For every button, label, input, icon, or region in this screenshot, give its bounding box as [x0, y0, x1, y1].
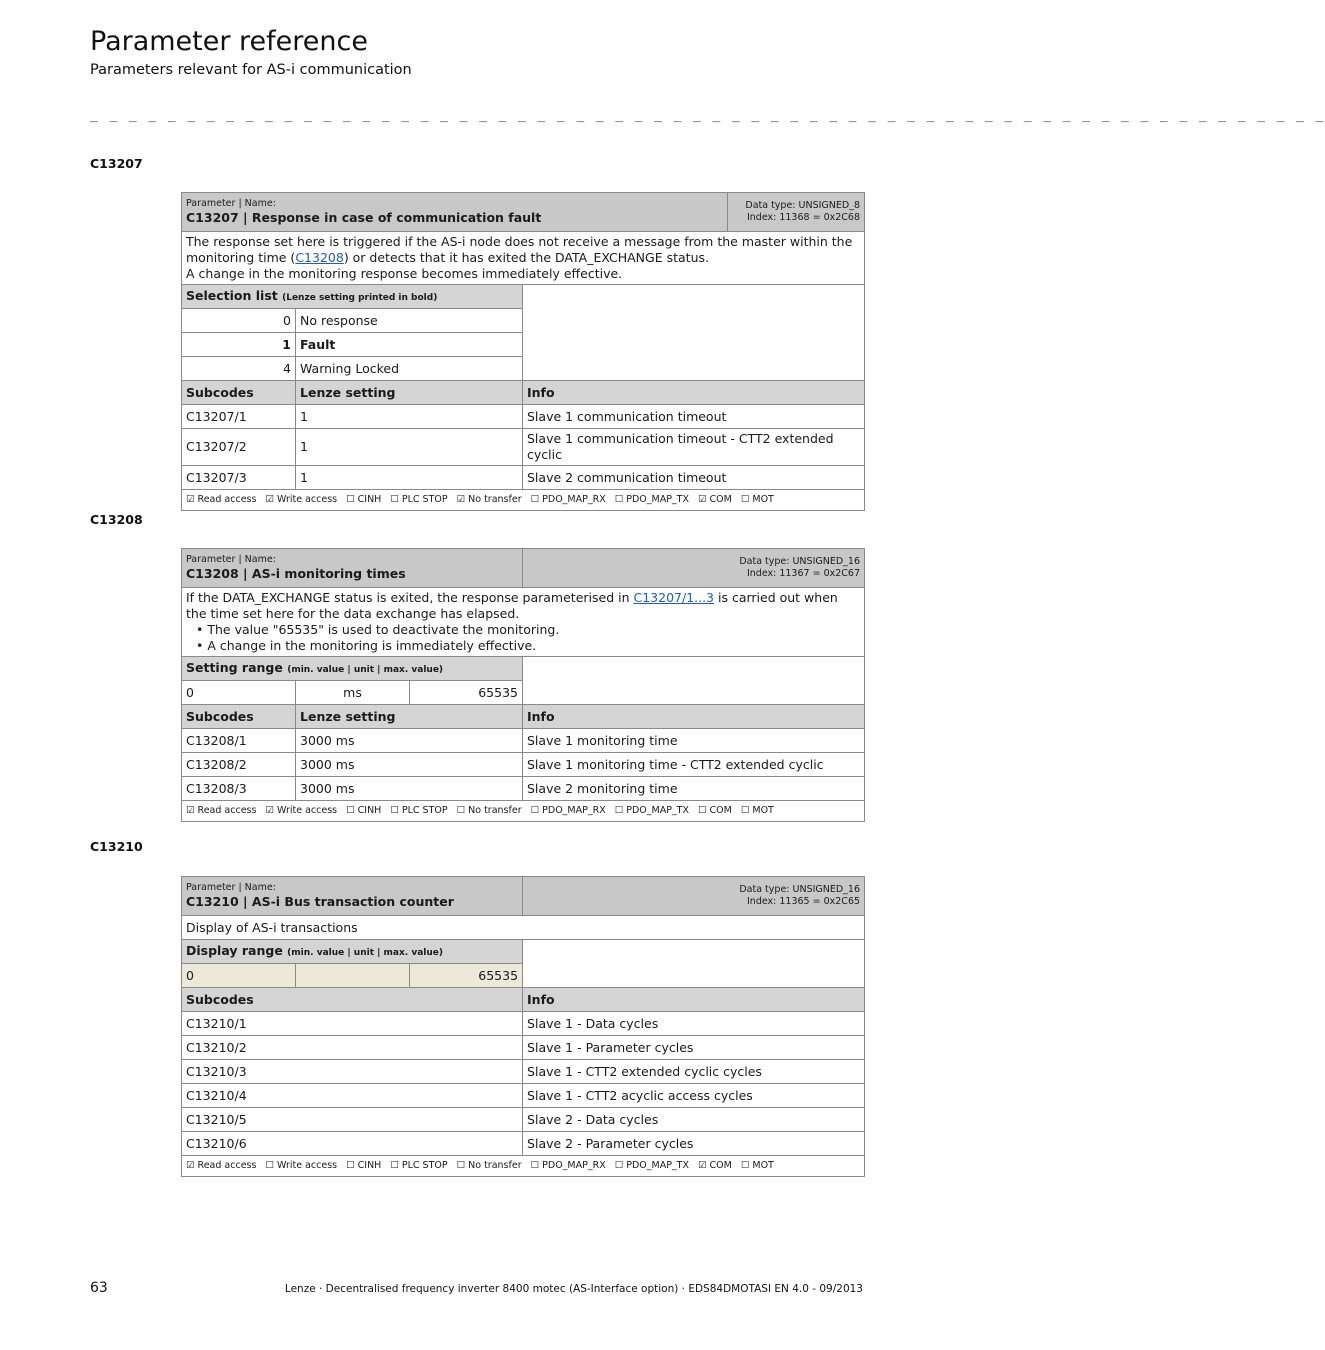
- index-value: Index: 11365 = 0x2C65: [747, 896, 861, 907]
- range-row: 0 ms 65535: [182, 681, 865, 705]
- table-header: Parameter | Name: C13210 | AS-i Bus transaction counter Data type: UNSIGNED_16 Index: 11365 = 0x2C65: [182, 877, 865, 916]
- setting-range-label: Setting range (min. value | unit | max. value): [182, 657, 523, 681]
- page-subtitle: Parameters relevant for AS-i communication: [90, 62, 412, 78]
- table-row: C13210/3 Slave 1 - CTT2 extended cyclic cycles: [182, 1060, 865, 1084]
- section-heading-c13208: C13208: [90, 512, 143, 527]
- list-item: • The value "65535" is used to deactivate the monitoring.: [196, 622, 860, 638]
- table-row: C13208/2 3000 ms Slave 1 monitoring time - CTT2 extended cyclic: [182, 753, 865, 777]
- table-row: C13210/1 Slave 1 - Data cycles: [182, 1012, 865, 1036]
- parameter-table-c13210: [181, 876, 865, 1177]
- page-number: 63: [90, 1280, 108, 1296]
- table-row: C13207/3 1 Slave 2 communication timeout: [182, 466, 865, 490]
- table-row: C13210/6 Slave 2 - Parameter cycles: [182, 1132, 865, 1156]
- separator-line: _ _ _ _ _ _ _ _ _ _ _ _ _ _ _ _ _ _ _ _ _ _ _ _ _ _ _ _ _ _ _ _ _ _ _ _ _ _ _ _ _ _ _ _ _ _ _ _ _ _ _ _ _ _ _ _ _ _ _ _ _ _ _ _: [90, 108, 1325, 123]
- description-row: Display of AS-i transactions: [182, 916, 865, 940]
- link-c13207[interactable]: C13207/1...3: [633, 590, 715, 605]
- table-header: [182, 193, 865, 232]
- index-value: Index: 11367 = 0x2C67: [746, 568, 860, 579]
- index-value: Index: 11368 = 0x2C68: [746, 212, 860, 223]
- table-row: C13210/2 Slave 1 - Parameter cycles: [182, 1036, 865, 1060]
- table-row: C13207/1 1 Slave 1 communication timeout: [182, 405, 865, 429]
- option-row: 4 Warning Locked: [182, 357, 865, 381]
- param-title: C13208 | AS-i monitoring times: [186, 566, 406, 581]
- parameter-table-c13207: [181, 192, 865, 511]
- data-type: Data type: UNSIGNED_8: [745, 200, 860, 211]
- parameter-table-c13208: [181, 548, 865, 822]
- section-heading-c13210: C13210: [90, 839, 143, 854]
- section-heading-c13207: C13207: [90, 156, 143, 171]
- range-row: 0 65535: [182, 964, 865, 988]
- table-row: C13208/3 3000 ms Slave 2 monitoring time: [182, 777, 865, 801]
- list-item: • A change in the monitoring is immediately effective.: [196, 638, 860, 654]
- link-c13208[interactable]: C13208: [295, 250, 344, 265]
- table-row: C13207/2 1 Slave 1 communication timeout - CTT2 extended cyclic: [182, 429, 865, 466]
- subcodes-header: Subcodes Lenze setting Info: [182, 381, 865, 405]
- param-title: C13207 | Response in case of communication fault: [186, 210, 542, 225]
- description-row: If the DATA_EXCHANGE status is exited, the response parameterised in C13207/1...3 is carried out when the time set here for the data exchange has elapsed. • The value "65535" is used to deactivate the monitoring. • A change in the monitoring is immediately effective.: [182, 588, 865, 657]
- data-type: Data type: UNSIGNED_16: [739, 556, 860, 567]
- option-row: 0 No response: [182, 309, 865, 333]
- table-row: C13210/5 Slave 2 - Data cycles: [182, 1108, 865, 1132]
- table-header: Parameter | Name: C13208 | AS-i monitoring times Data type: UNSIGNED_16 Index: 11367 = 0x2C67: [182, 549, 865, 588]
- data-type: Data type: UNSIGNED_16: [739, 884, 861, 895]
- param-title: C13210 | AS-i Bus transaction counter: [186, 894, 454, 909]
- access-flags: ☑ Read access ☐ Write access ☐ CINH ☐ PLC STOP ☐ No transfer ☐ PDO_MAP_RX ☐ PDO_MAP_TX ☑ COM ☐ MOT: [182, 1156, 865, 1177]
- param-name-label: Parameter | Name:: [186, 198, 276, 209]
- table-row: C13210/4 Slave 1 - CTT2 acyclic access cycles: [182, 1084, 865, 1108]
- subcodes-header: Subcodes Lenze setting Info: [182, 705, 865, 729]
- footer-text: Lenze · Decentralised frequency inverter 8400 motec (AS-Interface option) · EDS84DMOTASI EN 4.0 - 09/2013: [284, 1283, 863, 1295]
- option-row: 1 Fault: [182, 333, 865, 357]
- description-row: The response set here is triggered if the AS-i node does not receive a message from the master within the monitoring time (C13208) or detects that it has exited the DATA_EXCHANGE status. A change in the monitoring response becomes immediately effective.: [182, 232, 865, 285]
- page-title: Parameter reference: [90, 26, 368, 57]
- table-row: C13208/1 3000 ms Slave 1 monitoring time: [182, 729, 865, 753]
- display-range-label: Display range (min. value | unit | max. value): [182, 940, 523, 964]
- subcodes-header: Subcodes Info: [182, 988, 865, 1012]
- access-flags: ☑ Read access ☑ Write access ☐ CINH ☐ PLC STOP ☑ No transfer ☐ PDO_MAP_RX ☐ PDO_MAP_TX ☑ COM ☐ MOT: [182, 490, 865, 511]
- selection-list-label: Selection list (Lenze setting printed in bold): [182, 285, 523, 309]
- access-flags: ☑ Read access ☑ Write access ☐ CINH ☐ PLC STOP ☐ No transfer ☐ PDO_MAP_RX ☐ PDO_MAP_TX ☐ COM ☐ MOT: [182, 801, 865, 822]
